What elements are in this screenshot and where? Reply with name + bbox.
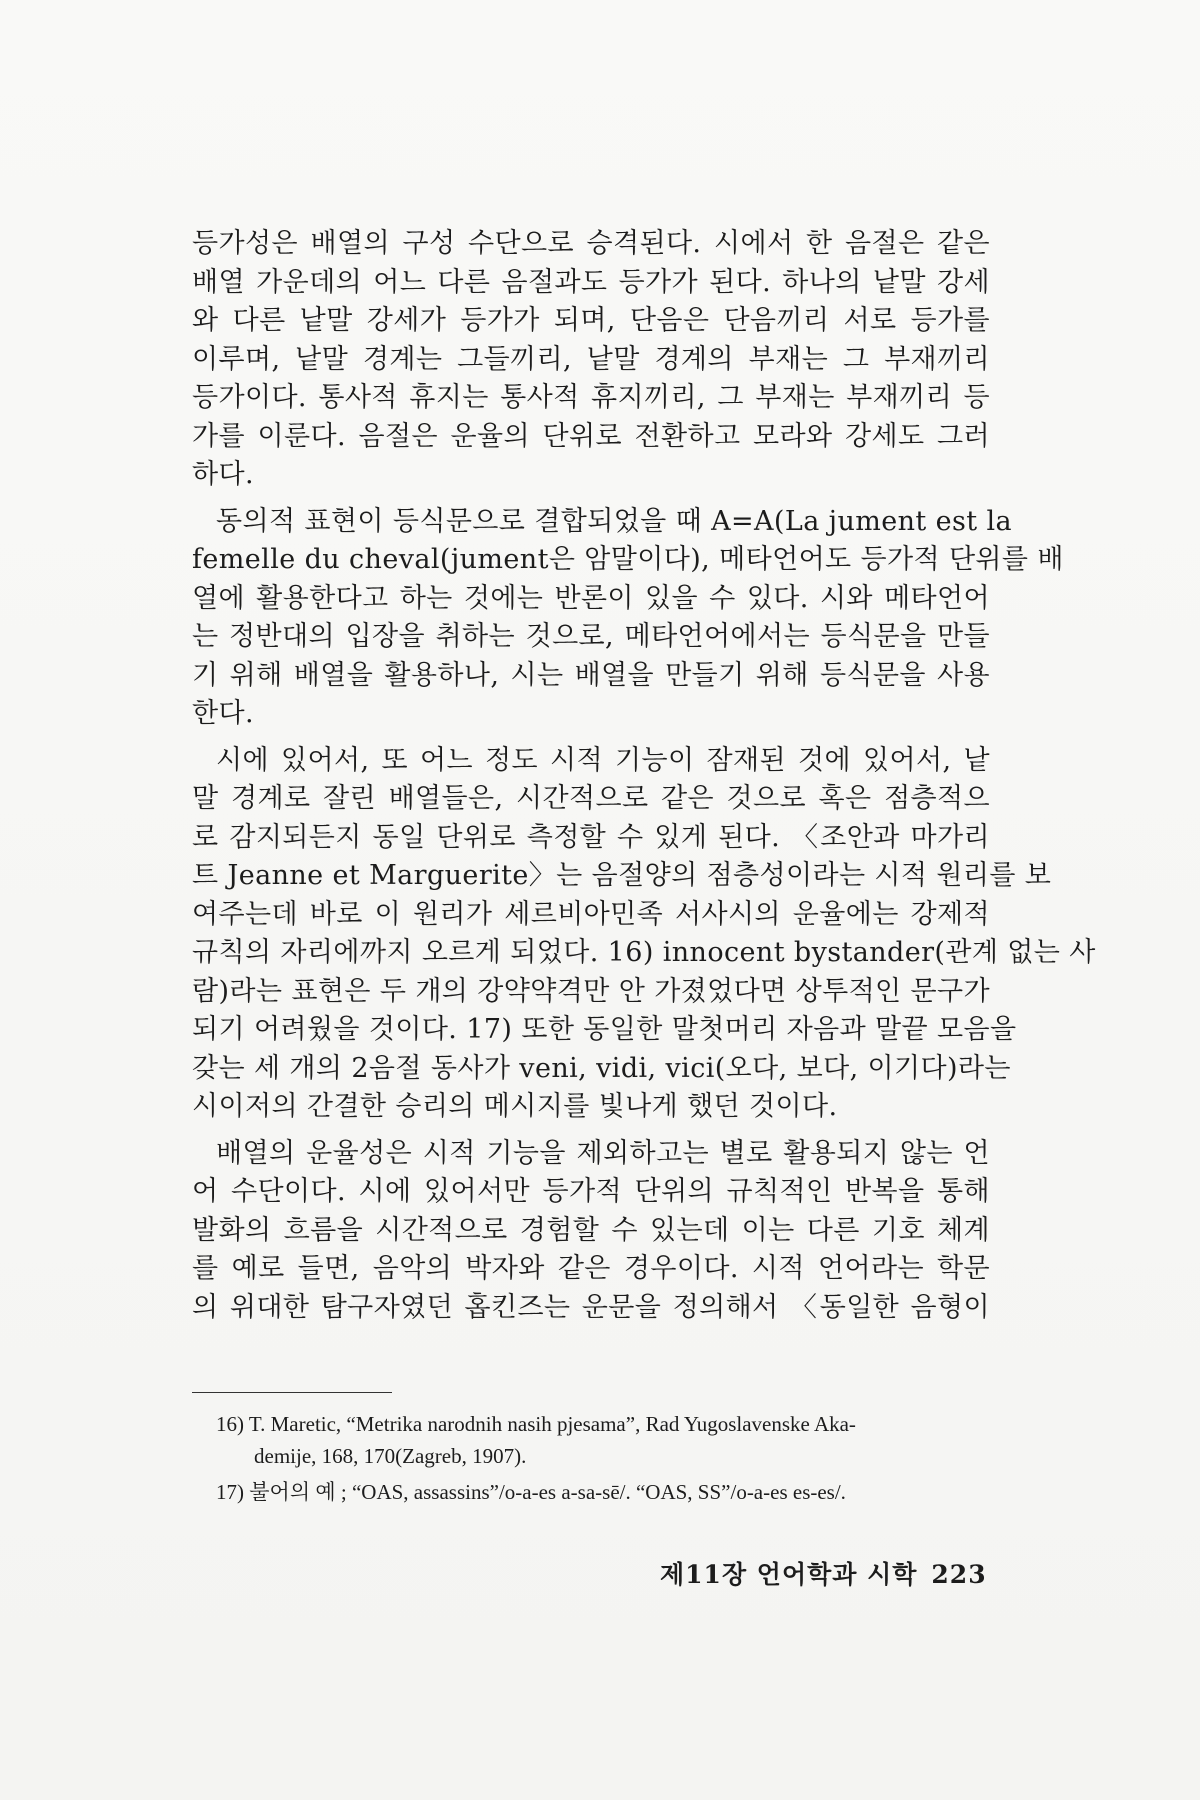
text-line: 로 감지되든지 동일 단위로 측정할 수 있게 된다. 〈조안과 마가리 [192,821,990,853]
text-line: 말 경계로 잘린 배열들은, 시간적으로 같은 것으로 혹은 점층적으 [192,783,990,814]
paragraph [192,742,1096,1127]
text-line: 등가이다. 통사적 휴지는 통사적 휴지끼리, 그 부재는 부재끼리 등 [192,382,990,413]
text-line: 동의적 표현이 등식문으로 결합되었을 때 A=A(La jument est la [216,505,1013,537]
text-line: 규칙의 자리에까지 오르게 되었다. 16) innocent bystander(관계 없는 사 [192,937,1096,968]
footnotes [216,1408,996,1508]
text-line: 열에 활용한다고 하는 것에는 반론이 있을 수 있다. 시와 메타언어 [192,582,990,614]
text-line: 의 위대한 탐구자였던 홉킨즈는 운문을 정의해서 〈동일한 음형이 [192,1291,990,1323]
text-line: 를 예로 들면, 음악의 박자와 같은 경우이다. 시적 언어라는 학문 [192,1253,990,1284]
text-line: 트 Jeanne et Marguerite〉는 음절양의 점층성이라는 시적 원리를 보 [192,860,1052,891]
running-head: 제11장 언어학과 시학 [660,1560,918,1589]
footnote-16-line: 16) T. Maretic, “Metrika narodnih nasih pjesama”, Rad Yugoslavenske Aka- [216,1412,856,1436]
text-line: 이루며, 낱말 경계는 그들끼리, 낱말 경계의 부재는 그 부재끼리 [192,343,990,375]
footnote-16-continuation: demije, 168, 170(Zagreb, 1907). [254,1444,527,1468]
text-line: 시이저의 간결한 승리의 메시지를 빛나게 했던 것이다. [192,1091,838,1122]
page-footer [660,1555,987,1591]
text-line: 한다. [192,698,254,729]
page-number: 223 [931,1560,987,1589]
text-line: 등가성은 배열의 구성 수단으로 승격된다. 시에서 한 음절은 같은 [192,228,990,259]
text-line: 어 수단이다. 시에 있어서만 등가적 단위의 규칙적인 반복을 통해 [192,1176,990,1207]
text-line: 발화의 흐름을 시간적으로 경험할 수 있는데 이는 다른 기호 체계 [192,1214,990,1246]
paragraph [192,1135,990,1328]
text-line: 기 위해 배열을 활용하나, 시는 배열을 만들기 위해 등식문을 사용 [192,659,990,691]
paragraph [192,503,1064,734]
paragraph [192,225,990,495]
text-line: 배열 가운데의 어느 다른 음절과도 등가가 된다. 하나의 낱말 강세 [192,266,990,298]
text-line: 하다. [192,459,254,490]
footnote-17-line: 17) 불어의 예 ; “OAS, assassins”/o-a-es a-sa-sē/. “OAS, SS”/o-a-es es-es/. [216,1480,846,1504]
text-line: 가를 이룬다. 음절은 운율의 단위로 전환하고 모라와 강세도 그러 [192,420,990,452]
text-line: 는 정반대의 입장을 취하는 것으로, 메타언어에서는 등식문을 만들 [192,621,990,652]
text-line: femelle du cheval(jument은 암말이다), 메타언어도 등가적 단위를 배 [192,544,1064,575]
text-line: 람)라는 표현은 두 개의 강약약격만 안 가졌었다면 상투적인 문구가 [192,975,990,1007]
text-line: 시에 있어서, 또 어느 정도 시적 기능이 잠재된 것에 있어서, 낱 [216,744,990,776]
text-line: 갖는 세 개의 2음절 동사가 veni, vidi, vici(오다, 보다, 이기다)라는 [192,1052,1011,1084]
text-line: 배열의 운율성은 시적 기능을 제외하고는 별로 활용되지 않는 언 [216,1137,990,1169]
text-line: 여주는데 바로 이 원리가 세르비아민족 서사시의 운율에는 강제적 [192,898,990,930]
text-line: 와 다른 낱말 강세가 등가가 되며, 단음은 단음끼리 서로 등가를 [192,305,990,336]
footnote-divider [192,1392,392,1393]
text-line: 되기 어려웠을 것이다. 17) 또한 동일한 말첫머리 자음과 말끝 모음을 [192,1014,1017,1045]
main-text [192,225,1096,1327]
